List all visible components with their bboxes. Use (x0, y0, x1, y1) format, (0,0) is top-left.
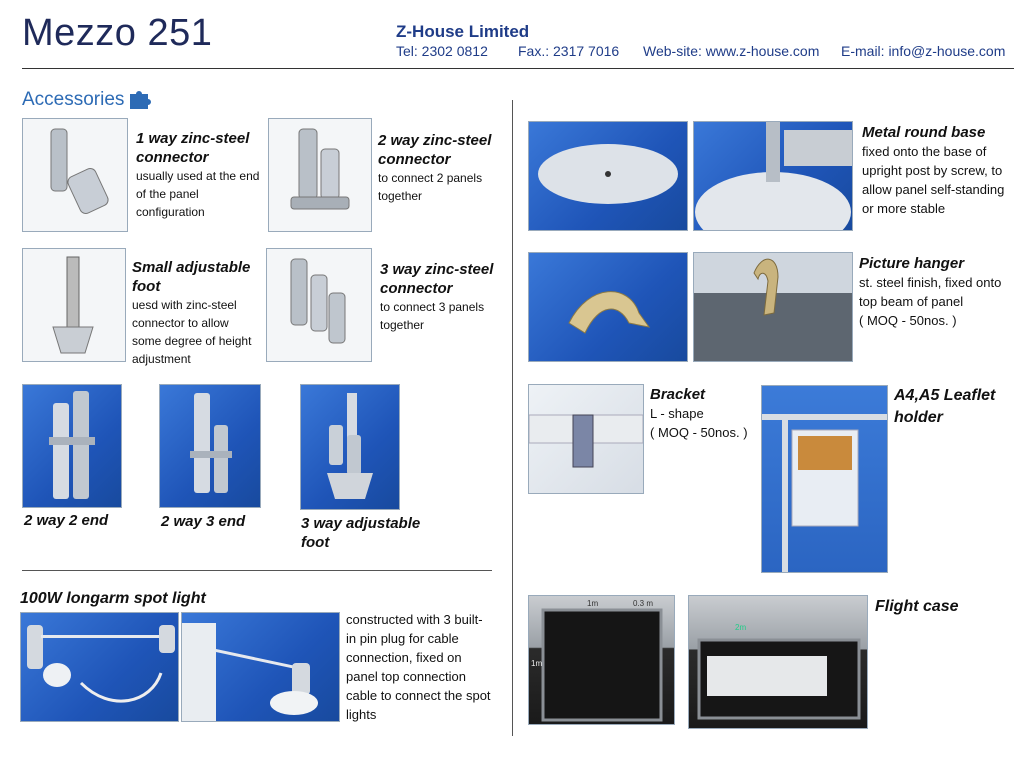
two-way-connector-photo (268, 118, 372, 232)
bracket-title: Bracket (650, 386, 706, 403)
spotlight-desc: constructed with 3 built-in pin plug for cable connection, fixed on panel top connection cable to connect the spot lights (346, 612, 491, 722)
round-base-photo-1 (528, 121, 688, 231)
one-way-connector-photo (22, 118, 128, 232)
leaflet-title: A4,A5 Leaflet holder (894, 387, 996, 426)
small-foot-photo (22, 248, 126, 362)
bracket-desc: L - shape (650, 406, 704, 421)
one-way-connector-text (136, 129, 266, 221)
page-title: Mezzo 251 (22, 12, 213, 54)
company-name: Z-House Limited (396, 22, 530, 41)
hanger-text (859, 254, 1014, 330)
spotlight-title: 100W longarm spot light (20, 590, 206, 607)
three-way-connector-photo (266, 248, 372, 362)
round-base-desc: fixed onto the base of upright post by screw, to allow panel self-standing or more stable (862, 144, 1005, 216)
flight-label-03m: 0.3 m (633, 599, 654, 608)
two-way-two-end-photo (22, 384, 122, 508)
bracket-text (650, 385, 765, 442)
email-link[interactable]: E-mail: info@z-house.com (841, 43, 1006, 59)
three-way-desc: to connect 3 panels together (380, 300, 485, 332)
flight-label-1m-side: 1m (531, 659, 543, 668)
leaflet-holder-photo (761, 385, 888, 573)
small-foot-title: Small adjustable foot (132, 259, 251, 295)
small-foot-desc: uesd with zinc-steel connector to allow some degree of height adjustment (132, 298, 252, 366)
spotlight-photo-1 (20, 612, 179, 722)
two-way-connector-text (378, 131, 508, 205)
bracket-photo (528, 384, 644, 494)
one-way-title: 1 way zinc-steel connector (136, 130, 250, 166)
hanger-photo-2 (693, 252, 853, 362)
hanger-moq: ( MOQ - 50nos. ) (859, 313, 957, 328)
fax-text: Fax.: 2317 7016 (518, 43, 620, 59)
section-heading (22, 89, 156, 111)
three-way-foot-photo (300, 384, 400, 510)
header-divider (22, 68, 1014, 69)
section-title: Accessories (22, 89, 125, 110)
two-way-title: 2 way zinc-steel connector (378, 132, 492, 168)
bracket-moq: ( MOQ - 50nos. ) (650, 425, 748, 440)
spotlight-photo-2 (181, 612, 340, 722)
small-foot-text (132, 258, 257, 368)
caption-3way-foot: 3 way adjustable foot (301, 515, 421, 551)
caption-2way-3end: 2 way 3 end (161, 513, 246, 530)
round-base-title: Metal round base (862, 124, 986, 141)
three-way-connector-text (380, 260, 510, 334)
flight-label-1m: 1m (587, 599, 599, 608)
two-way-desc: to connect 2 panels together (378, 171, 483, 203)
column-divider (512, 100, 513, 736)
hanger-title: Picture hanger (859, 255, 965, 272)
hanger-photo-1 (528, 252, 688, 362)
flight-case-photo-2 (688, 595, 868, 729)
flight-case-photo-1 (528, 595, 675, 725)
flight-case-title: Flight case (875, 598, 959, 615)
one-way-desc: usually used at the end of the panel configuration (136, 169, 260, 219)
website-link[interactable]: Web-site: www.z-house.com (643, 43, 820, 59)
tel-text: Tel: 2302 0812 (396, 43, 488, 59)
row-divider (22, 570, 492, 571)
caption-2way-2end: 2 way 2 end (24, 512, 109, 529)
three-way-title: 3 way zinc-steel connector (380, 261, 494, 297)
round-base-photo-2 (693, 121, 853, 231)
round-base-text (862, 123, 1014, 218)
puzzle-icon (128, 90, 156, 110)
hanger-desc: st. steel finish, fixed onto top beam of panel (859, 275, 1002, 309)
two-way-three-end-photo (159, 384, 261, 508)
flight-label-2m: 2m (735, 623, 747, 632)
